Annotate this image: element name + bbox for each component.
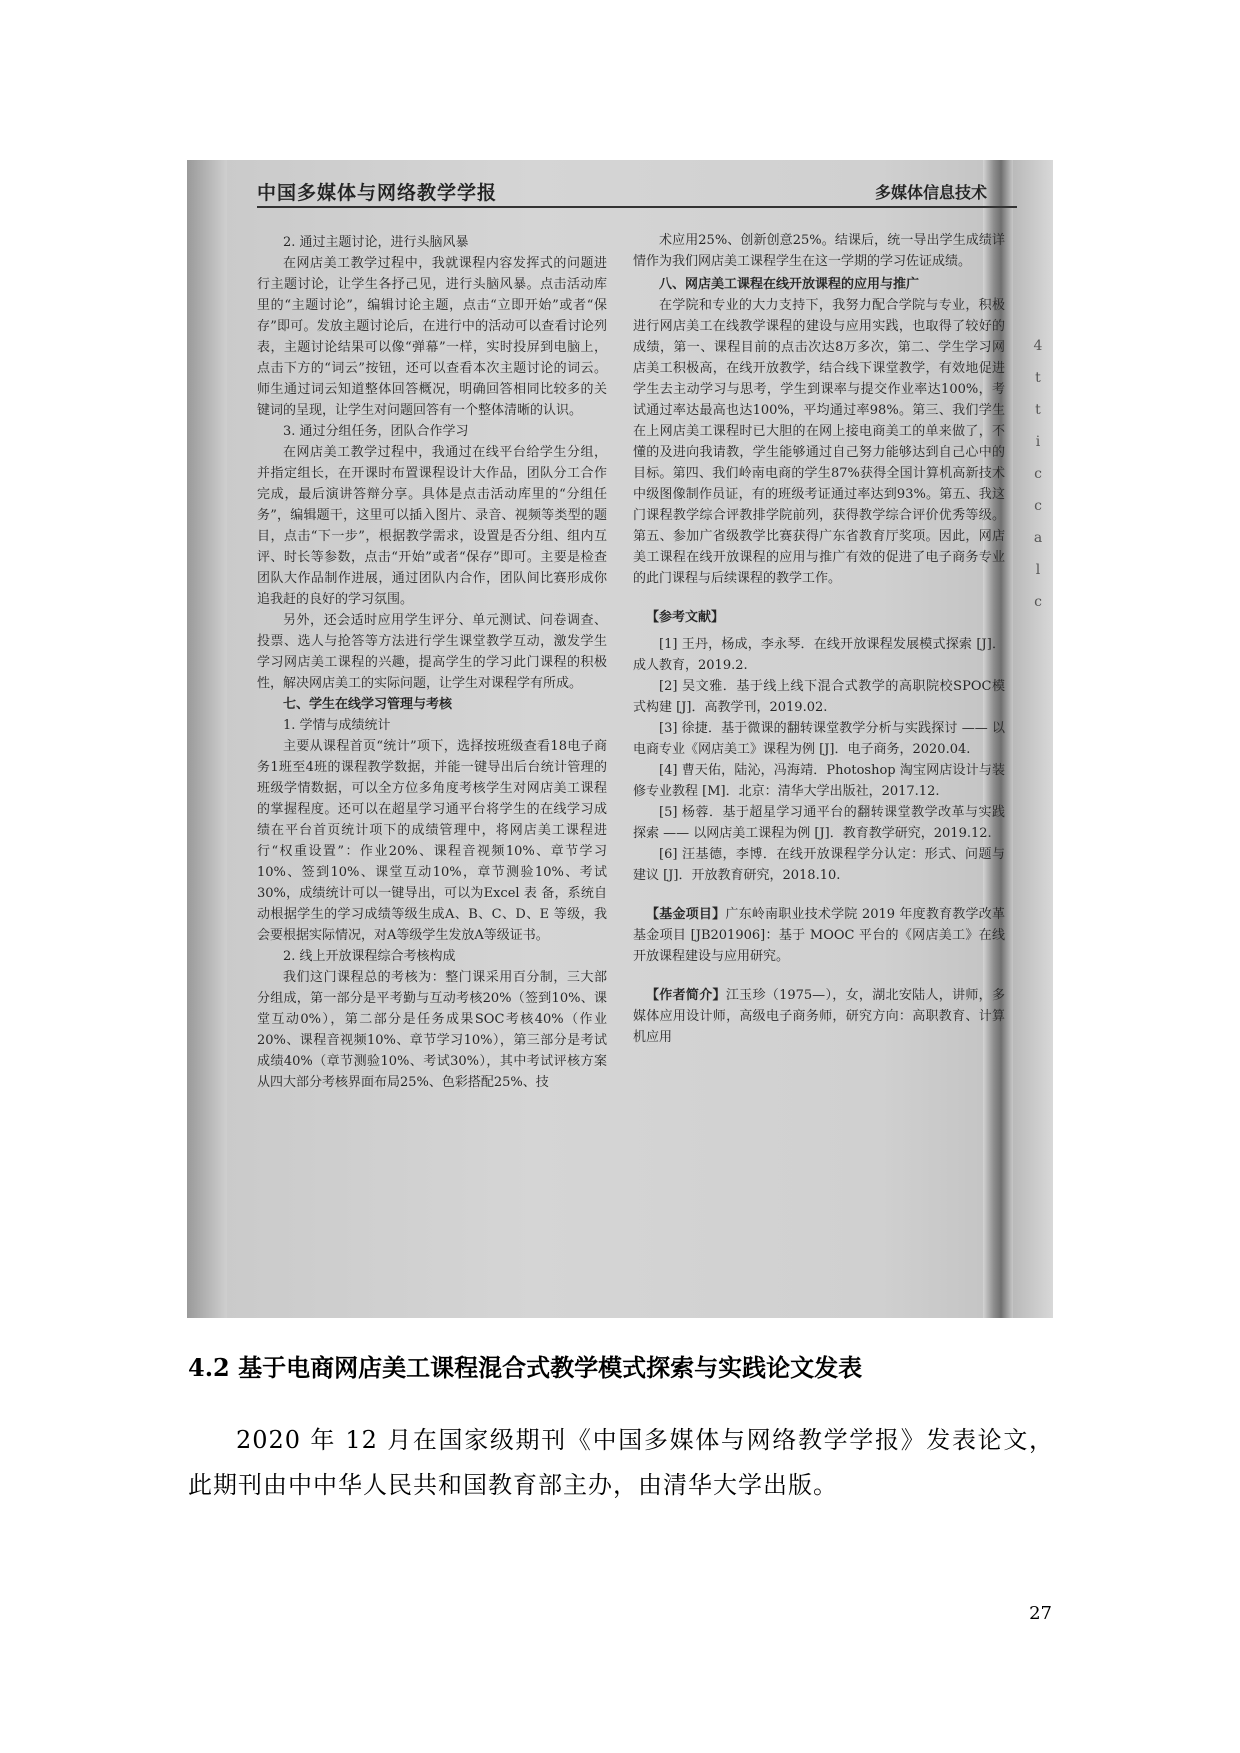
left-heading: 3. 通过分组任务，团队合作学习: [283, 424, 469, 439]
margin-char: t: [1035, 402, 1041, 418]
fund-text: 广东岭南职业技术学院 2019 年度教育教学改革基金项目 [JB201906]：基于 MOOC 平台的《网店美工》在线开放课程建设与应用研究。: [633, 907, 1005, 964]
left-paragraph: 在网店美工教学过程中，我通过在线平台给学生分组，并指定组长，在开课时布置课程设计大作品，团队分工合作完成，最后演讲答辩分享。具体是点击活动库里的“分组任务”，编辑题干，这里可以插入图片、录音、视频等类型的题目，点击“下一步”，根据教学需求，设置是否分组、组内互评、时长等参数，点击“开始”或者“保存”即可。主要是检查团队大作品制作进展，通过团队内合作，团队间比赛形成你追我赶的良好的学习氛围。: [257, 445, 607, 607]
reference-item: [2] 吴文雅．基于线上线下混合式教学的高职院校SPOC模式构建 [J]．高教学刊，2019.02.: [633, 679, 1005, 715]
reference-item: [1] 王丹，杨成，李永琴．在线开放课程发展模式探索 [J]．成人教育，2019.2.: [633, 637, 1005, 673]
fund-block: [633, 904, 1005, 967]
left-heading: 1. 学情与成绩统计: [283, 718, 391, 733]
left-paragraph: 主要从课程首页“统计”项下，选择按班级查看18电子商务1班至4班的课程教学数据，并能一键导出后台统计管理的班级学情数据，可以全方位多角度考核学生对网店美工课程的掌握程度。还可以在超星学习通平台将学生的在线学习成绩在平台首页统计项下的成绩管理中，将网店美工课程进行“权重设置”：作业20%、课程音视频10%、章节学习10%、签到10%、课堂互动10%，章节测验10%、考试30%，成绩统计可以一键导出，可以为Excel 表 备，系统自动根据学生的学习成绩等级生成A、B、C、D、E 等级，我会要根据实际情况，对A等级学生发放A等级证书。: [257, 739, 607, 943]
author-text: 江玉珍（1975—），女，湖北安陆人，讲师，多媒体应用设计师，高级电子商务师，研究方向：高职教育、计算机应用: [633, 988, 1005, 1045]
left-paragraph: 在网店美工教学过程中，我就课程内容发挥式的问题进行主题讨论，让学生各抒己见，进行头脑风暴。点击活动库里的“主题讨论”，编辑讨论主题，点击“立即开始”或者“保存”即可。发放主题讨论后，在进行中的活动可以查看讨论列表，主题讨论结果可以像“弹幕”一样，实时投屏到电脑上，点击下方的“词云”按钮，还可以查看本次主题讨论的词云。师生通过词云知道整体回答概况，明确回答相同比较多的关键词的呈现，让学生对问题回答有一个整体清晰的认识。: [257, 256, 607, 418]
left-heading: 2. 通过主题讨论，进行头脑风暴: [283, 235, 469, 250]
reference-item: [4] 曹天佑，陆沁，冯海靖．Photoshop 淘宝网店设计与装修专业教程 [M]．北京：清华大学出版社，2017.12.: [633, 763, 1005, 799]
journal-header: [257, 176, 1017, 208]
body-paragraph: 2020 年 12 月在国家级期刊《中国多媒体与网络教学学报》发表论文，此期刊由中中华人民共和国教育部主办，由清华大学出版。: [188, 1426, 1054, 1499]
margin-char: c: [1034, 498, 1042, 514]
fund-label: 【基金项目】: [646, 907, 726, 922]
author-label: 【作者简介】: [646, 988, 726, 1003]
right-intro: 术应用25%、创新创意25%。结课后，统一导出学生成绩详情作为我们网店美工课程学生在这一学期的学习佐证成绩。: [633, 233, 1005, 269]
author-block: [633, 985, 1005, 1048]
margin-char: c: [1034, 466, 1042, 482]
journal-section: 多媒体信息技术: [874, 183, 987, 202]
left-heading: 七、学生在线学习管理与考核: [283, 697, 453, 712]
journal-page-photo: [187, 160, 1053, 1318]
reference-item: [5] 杨蓉．基于超星学习通平台的翻转课堂教学改革与实践探索 —— 以网店美工课程为例 [J]．教育教学研究，2019.12.: [633, 805, 1005, 841]
right-paragraph: 在学院和专业的大力支持下，我努力配合学院与专业，积极进行网店美工在线教学课程的建设与应用实践，也取得了较好的成绩，第一、课程目前的点击次达8万多次，第二、学生学习网店美工积极高，在线开放教学，结合线下课堂教学，有效地促进学生去主动学习与思考，学生到课率与提交作业率达100%，考试通过率达最高也达100%，平均通过率98%。第三、我们学生在上网店美工课程时已大胆的在网上接电商美工的单来做了，不懂的及进向我请教，学生能够通过自己努力能够达到自己心中的目标。第四、我们岭南电商的学生87%获得全国计算机高新技术中级图像制作员证，有的班级考证通过率达到93%。第五、我这门课程教学综合评教排学院前列，获得教学综合评价优秀等级。第五、参加广省级教学比赛获得广东省教育厅奖项。因此，网店美工课程在线开放课程的应用与推广有效的促进了电子商务专业的此门课程与后续课程的教学工作。: [633, 298, 1005, 586]
journal-title: 中国多媒体与网络教学学报: [257, 182, 498, 204]
left-column: [257, 232, 607, 1093]
references-list: [633, 634, 1005, 886]
reference-item: [6] 汪基德，李博．在线开放课程学分认定：形式、问题与建议 [J]．开放教育研究，2018.10.: [633, 847, 1005, 883]
photo-left-edge: [187, 160, 227, 1318]
margin-char: i: [1035, 434, 1041, 450]
page-number: 27: [1029, 1603, 1052, 1624]
section-heading: 4.2 基于电商网店美工课程混合式教学模式探索与实践论文发表: [188, 1353, 863, 1382]
left-paragraph: 另外，还会适时应用学生评分、单元测试、问卷调查、投票、选人与抢答等方法进行学生课堂教学互动，激发学生学习网店美工课程的兴趣，提高学生的学习此门课程的积极性，解决网店美工的实际问题，让学生对课程学有所成。: [257, 613, 607, 691]
right-heading: 八、网店美工课程在线开放课程的应用与推广: [659, 277, 920, 292]
margin-char: c: [1034, 594, 1042, 610]
margin-char: t: [1035, 370, 1041, 386]
adjacent-page-margin-chars: [1029, 330, 1047, 618]
left-heading: 2. 线上开放课程综合考核构成: [283, 949, 456, 964]
right-column: [633, 230, 1005, 1048]
margin-char: a: [1033, 530, 1043, 546]
reference-item: [3] 徐捷．基于微课的翻转课堂教学分析与实践探讨 —— 以电商专业《网店美工》课程为例 [J]．电子商务，2020.04.: [633, 721, 1005, 757]
margin-char: 4: [1033, 338, 1043, 354]
left-paragraph: 我们这门课程总的考核为：整门课采用百分制，三大部分组成，第一部分是平考勤与互动考核20%（签到10%、课堂互动0%），第二部分是任务成果SOC考核40%（作业20%、课程音视频10%、章节学习10%），第三部分是考试成绩40%（章节测验10%、考试30%），其中考试评核方案从四大部分考核界面布局25%、色彩搭配25%、技: [257, 970, 607, 1090]
references-title: 【参考文献】: [646, 610, 725, 625]
margin-char: l: [1035, 562, 1041, 578]
